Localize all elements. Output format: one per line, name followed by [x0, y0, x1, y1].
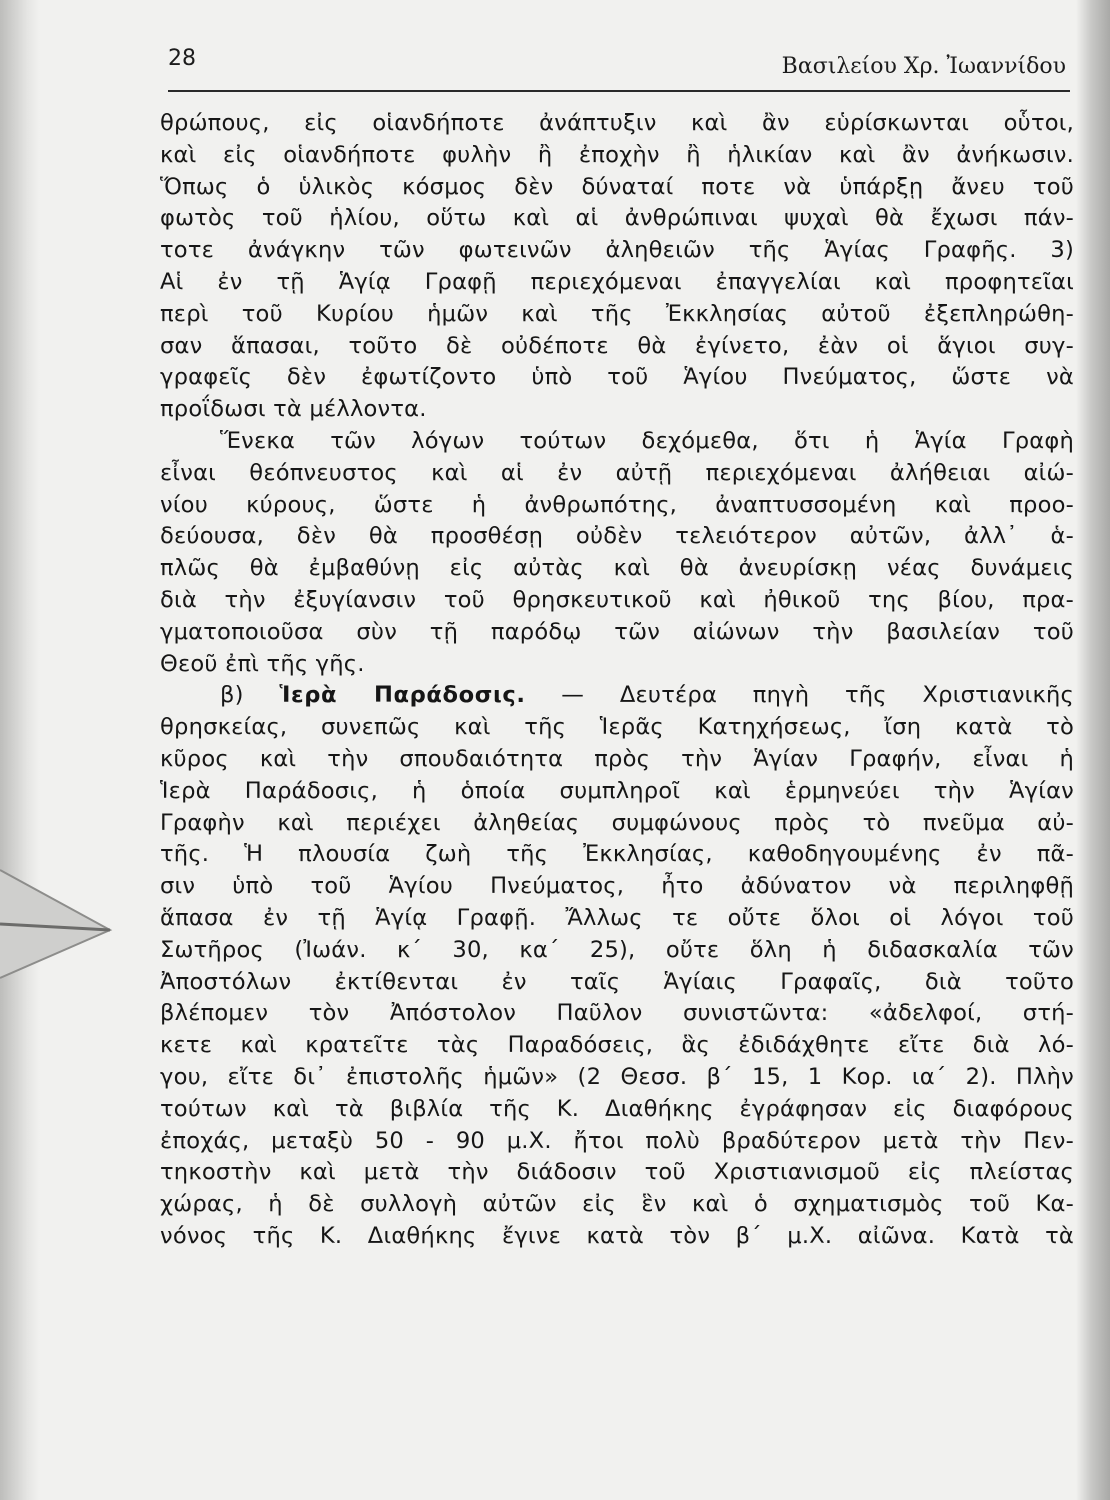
- text-line: φωτὸς τοῦ ἡλίου, οὕτω καὶ αἱ ἀνθρώπιναι ψυχαὶ θὰ ἔχωσι πάν-: [160, 205, 1074, 232]
- text-line: σιν ὑπὸ τοῦ Ἁγίου Πνεύματος, ἦτο ἀδύνατον νὰ περιληφθῇ: [160, 873, 1074, 900]
- text-line: ἐποχάς, μεταξὺ 50 - 90 μ.Χ. ἤτοι πολὺ βραδύτερον μετὰ τὴν Πεν-: [160, 1127, 1074, 1154]
- body-text: [160, 108, 1074, 1253]
- text-line: σαν ἅπασαι, τοῦτο δὲ οὐδέποτε θὰ ἐγίνετο, ἐὰν οἱ ἅγιοι συγ-: [160, 332, 1074, 359]
- section-heading: Ἱερὰ Παράδοσις.: [279, 682, 526, 709]
- text-line: Ὅπως ὁ ὑλικὸς κόσμος δὲν δύναταί ποτε νὰ ὑπάρξῃ ἄνευ τοῦ: [160, 173, 1074, 200]
- running-title: Βασιλείου Χρ. Ἰωαννίδου: [781, 54, 1066, 79]
- text-line: πλῶς θὰ ἐμβαθύνῃ εἰς αὐτὰς καὶ θὰ ἀνευρίσκῃ νέας δυνάμεις: [160, 555, 1074, 582]
- text-line: καὶ εἰς οἱανδήποτε φυλὴν ἢ ἐποχὴν ἢ ἡλικίαν καὶ ἂν ἀνήκωσιν.: [160, 141, 1074, 168]
- text-line: περὶ τοῦ Κυρίου ἡμῶν καὶ τῆς Ἐκκλησίας αὐτοῦ ἐξεπληρώθη-: [160, 300, 1074, 327]
- text-line: γραφεῖς δὲν ἐφωτίζοντο ὑπὸ τοῦ Ἁγίου Πνεύματος, ὥστε νὰ: [160, 364, 1074, 391]
- text-line: Ἀποστόλων ἐκτίθενται ἐν ταῖς Ἁγίαις Γραφαῖς, διὰ τοῦτο: [160, 968, 1074, 995]
- text-line: θρησκείας, συνεπῶς καὶ τῆς Ἱερᾶς Κατηχήσεως, ἴση κατὰ τὸ: [160, 714, 1074, 741]
- text-line: θρώπους, εἰς οἱανδήποτε ἀνάπτυξιν καὶ ἂν εὑρίσκωνται οὗτοι,: [160, 110, 1074, 136]
- text-line: Ἱερὰ Παράδοσις, ἡ ὁποία συμπληροῖ καὶ ἑρμηνεύει τὴν Ἁγίαν: [160, 777, 1074, 804]
- text-line: τοτε ἀνάγκην τῶν φωτεινῶν ἀληθειῶν τῆς Ἁγίας Γραφῆς. 3): [160, 237, 1074, 264]
- text-line: προΐδωσι τὰ μέλλοντα.: [160, 396, 427, 423]
- text-line: τηκοστὴν καὶ μετὰ τὴν διάδοσιν τοῦ Χριστιανισμοῦ εἰς πλείστας: [160, 1159, 1074, 1186]
- page-edge-shadow: [1076, 0, 1110, 1500]
- page-number: 28: [168, 46, 196, 71]
- folded-corner: [0, 860, 120, 980]
- text-line: Αἱ ἐν τῇ Ἁγίᾳ Γραφῇ περιεχόμεναι ἐπαγγελίαι καὶ προφητεῖαι: [160, 268, 1074, 295]
- text-line: κῦρος καὶ τὴν σπουδαιότητα πρὸς τὴν Ἁγίαν Γραφήν, εἶναι ἡ: [160, 745, 1074, 772]
- text-line: δεύουσα, δὲν θὰ προσθέσῃ οὐδὲν τελειότερον αὐτῶν, ἀλλ᾿ ἁ-: [160, 523, 1074, 550]
- text-line: γματοποιοῦσα σὺν τῇ παρόδῳ τῶν αἰώνων τὴν βασιλείαν τοῦ: [160, 618, 1074, 645]
- section-heading-line: [160, 680, 1074, 712]
- text-line: Θεοῦ ἐπὶ τῆς γῆς.: [160, 650, 365, 677]
- binding-shadow: [0, 0, 40, 1500]
- text-line: Ἕνεκα τῶν λόγων τούτων δεχόμεθα, ὅτι ἡ Ἁγία Γραφὴ: [220, 427, 1074, 454]
- text-line: γου, εἴτε δι᾿ ἐπιστολῆς ἡμῶν» (2 Θεσσ. β΄ 15, 1 Κορ. ια΄ 2). Πλὴν: [160, 1063, 1074, 1090]
- text-line: νόνος τῆς Κ. Διαθήκης ἔγινε κατὰ τὸν β΄ μ.Χ. αἰῶνα. Κατὰ τὰ: [160, 1222, 1074, 1249]
- text-line: τούτων καὶ τὰ βιβλία τῆς Κ. Διαθήκης ἐγράφησαν εἰς διαφόρους: [160, 1095, 1074, 1122]
- text-line: χώρας, ἡ δὲ συλλογὴ αὐτῶν εἰς ἓν καὶ ὁ σχηματισμὸς τοῦ Κα-: [160, 1191, 1074, 1218]
- text-fragment: — Δευτέρα πηγὴ τῆς Χριστιανικῆς: [561, 682, 1074, 709]
- text-line: τῆς. Ἡ πλουσία ζωὴ τῆς Ἐκκλησίας, καθοδηγουμένης ἐν πᾶ-: [160, 841, 1074, 868]
- text-line: βλέπομεν τὸν Ἀπόστολον Παῦλον συνιστῶντα: «ἀδελφοί, στή-: [160, 1000, 1074, 1027]
- section-marker: β): [220, 682, 244, 709]
- text-line: κετε καὶ κρατεῖτε τὰς Παραδόσεις, ἃς ἐδιδάχθητε εἴτε διὰ λό-: [160, 1032, 1074, 1059]
- text-line: Σωτῆρος (Ἰωάν. κ΄ 30, κα΄ 25), οὔτε ὅλη ἡ διδασκαλία τῶν: [160, 936, 1074, 963]
- text-line: νίου κύρους, ὥστε ἡ ἀνθρωπότης, ἀναπτυσσομένη καὶ προο-: [160, 491, 1074, 518]
- text-line: εἶναι θεόπνευστος καὶ αἱ ἐν αὐτῇ περιεχόμεναι ἀλήθειαι αἰώ-: [160, 459, 1074, 486]
- text-line: Γραφὴν καὶ περιέχει ἀληθείας συμφώνους πρὸς τὸ πνεῦμα αὐ-: [160, 809, 1074, 836]
- page-header: [168, 44, 1070, 92]
- text-line: ἅπασα ἐν τῇ Ἁγίᾳ Γραφῇ. Ἄλλως τε οὔτε ὅλοι οἱ λόγοι τοῦ: [160, 904, 1074, 931]
- text-line: διὰ τὴν ἐξυγίανσιν τοῦ θρησκευτικοῦ καὶ ἠθικοῦ της βίου, πρα-: [160, 586, 1074, 613]
